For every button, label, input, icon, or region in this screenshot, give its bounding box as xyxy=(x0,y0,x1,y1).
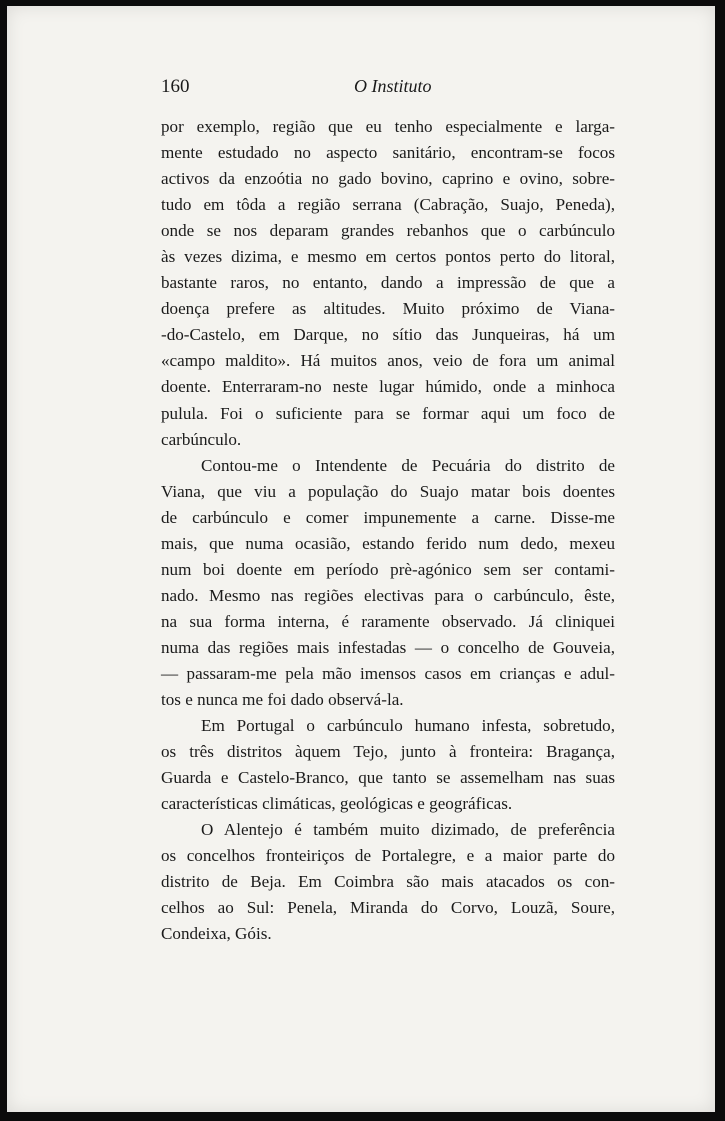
text-line: mais, que numa ocasião, estando ferido num dedo, mexeu xyxy=(161,533,615,553)
paragraph xyxy=(161,114,615,453)
text-line: de carbúnculo e comer impunemente a carne. Disse-me xyxy=(161,507,615,527)
text-line: doença prefere as altitudes. Muito próximo de Viana- xyxy=(161,299,615,319)
text-line: pulula. Foi o suficiente para se formar aqui um foco de xyxy=(161,403,615,423)
text-line: O Alentejo é também muito dizimado, de preferência xyxy=(201,820,615,840)
running-title: O Instituto xyxy=(354,76,432,96)
text-line: activos da enzoótia no gado bovino, caprino e ovino, sobre- xyxy=(161,169,615,189)
text-line: Viana, que viu a população do Suajo matar bois doentes xyxy=(161,481,615,501)
text-line: às vezes dizima, e mesmo em certos pontos perto do litoral, xyxy=(161,247,615,267)
text-line: celhos ao Sul: Penela, Miranda do Corvo, Louzã, Soure, xyxy=(161,898,615,918)
text-line: por exemplo, região que eu tenho especialmente e larga- xyxy=(161,117,615,136)
body-text xyxy=(161,114,615,948)
page-number: 160 xyxy=(161,76,190,97)
text-line: numa das regiões mais infestadas — o concelho de Gouveia, xyxy=(161,637,615,657)
paragraph xyxy=(161,817,615,947)
text-line: num boi doente em período prè-agónico sem ser contami- xyxy=(161,559,615,579)
text-line: Em Portugal o carbúnculo humano infesta, sobretudo, xyxy=(201,716,615,736)
text-line: Condeixa, Góis. xyxy=(161,924,272,944)
paragraph xyxy=(161,713,615,817)
text-line: os concelhos fronteiriços de Portalegre, e a maior parte do xyxy=(161,846,615,866)
text-line: «campo maldito». Há muitos anos, veio de fora um animal xyxy=(161,351,615,371)
page-header xyxy=(155,72,617,102)
text-line: tos e nunca me foi dado observá-la. xyxy=(161,690,404,710)
paragraph xyxy=(161,453,615,713)
text-line: Guarda e Castelo-Branco, que tanto se assemelham nas suas xyxy=(161,768,615,788)
text-line: nado. Mesmo nas regiões electivas para o carbúnculo, êste, xyxy=(161,585,615,605)
text-line: bastante raros, no entanto, dando a impressão de que a xyxy=(161,273,615,293)
text-line: onde se nos deparam grandes rebanhos que o carbúnculo xyxy=(161,221,615,241)
text-line: distrito de Beja. Em Coimbra são mais atacados os con- xyxy=(161,872,615,892)
text-line: carbúnculo. xyxy=(161,429,242,449)
text-line: características climáticas, geológicas e geográficas. xyxy=(161,794,513,814)
text-line: — passaram-me pela mão imensos casos em crianças e adul- xyxy=(161,663,615,683)
text-line: na sua forma interna, é raramente observado. Já cliniquei xyxy=(161,611,615,631)
text-line: tudo em tôda a região serrana (Cabração, Suajo, Peneda), xyxy=(161,195,615,215)
text-line: Contou-me o Intendente de Pecuária do distrito de xyxy=(201,455,615,475)
text-line: os três distritos àquem Tejo, junto à fronteira: Bragança, xyxy=(161,742,615,762)
text-line: mente estudado no aspecto sanitário, encontram-se focos xyxy=(161,143,615,163)
text-line: doente. Enterraram-no neste lugar húmido, onde a minhoca xyxy=(161,377,615,397)
text-line: -do-Castelo, em Darque, no sítio das Junqueiras, há um xyxy=(161,325,615,345)
